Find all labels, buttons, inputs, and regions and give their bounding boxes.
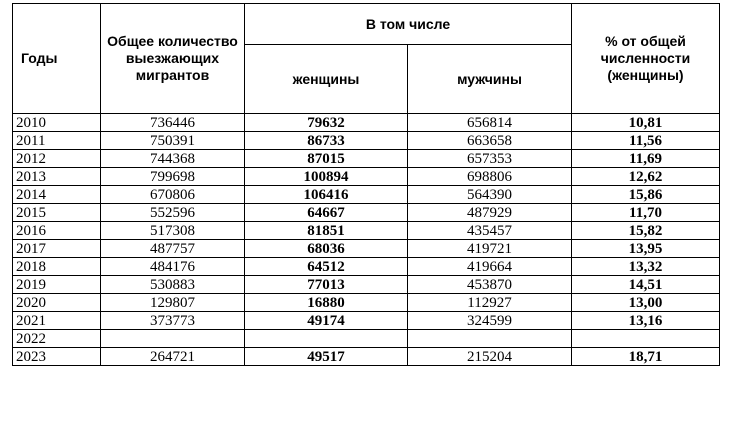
cell-men: 419721 (408, 240, 572, 258)
cell-year: 2012 (13, 150, 101, 168)
cell-men: 663658 (408, 132, 572, 150)
cell-men: 657353 (408, 150, 572, 168)
cell-men: 698806 (408, 168, 572, 186)
table-row (13, 168, 720, 186)
cell-year: 2011 (13, 132, 101, 150)
cell-men: 215204 (408, 348, 572, 366)
cell-year: 2018 (13, 258, 101, 276)
table-row (13, 312, 720, 330)
cell-men: 112927 (408, 294, 572, 312)
cell-year: 2023 (13, 348, 101, 366)
cell-total: 373773 (101, 312, 245, 330)
cell-total: 744368 (101, 150, 245, 168)
migration-table-container (12, 3, 719, 428)
cell-women-percent (572, 330, 720, 348)
cell-women-percent: 13,00 (572, 294, 720, 312)
table-header (13, 4, 720, 114)
cell-women: 79632 (245, 114, 408, 132)
cell-women: 86733 (245, 132, 408, 150)
cell-total (101, 330, 245, 348)
cell-total: 487757 (101, 240, 245, 258)
header-year: Годы (13, 4, 101, 114)
cell-men: 453870 (408, 276, 572, 294)
cell-year: 2019 (13, 276, 101, 294)
table-row (13, 240, 720, 258)
cell-men: 564390 (408, 186, 572, 204)
cell-women-percent: 15,86 (572, 186, 720, 204)
cell-men: 435457 (408, 222, 572, 240)
cell-women-percent: 14,51 (572, 276, 720, 294)
cell-total: 799698 (101, 168, 245, 186)
cell-women: 68036 (245, 240, 408, 258)
cell-women-percent: 11,69 (572, 150, 720, 168)
cell-women: 16880 (245, 294, 408, 312)
cell-women: 49174 (245, 312, 408, 330)
cell-women-percent: 12,62 (572, 168, 720, 186)
cell-women: 100894 (245, 168, 408, 186)
header-women: женщины (245, 45, 408, 114)
cell-women-percent: 13,95 (572, 240, 720, 258)
cell-total: 484176 (101, 258, 245, 276)
cell-year: 2021 (13, 312, 101, 330)
cell-men: 324599 (408, 312, 572, 330)
table-row (13, 276, 720, 294)
cell-year: 2015 (13, 204, 101, 222)
cell-total: 264721 (101, 348, 245, 366)
cell-women-percent: 15,82 (572, 222, 720, 240)
table-row (13, 204, 720, 222)
cell-women: 81851 (245, 222, 408, 240)
header-including: В том числе (245, 4, 572, 45)
cell-total: 517308 (101, 222, 245, 240)
cell-women-percent: 11,70 (572, 204, 720, 222)
table-row (13, 186, 720, 204)
cell-total: 129807 (101, 294, 245, 312)
header-men: мужчины (408, 45, 572, 114)
cell-total: 670806 (101, 186, 245, 204)
cell-year: 2013 (13, 168, 101, 186)
cell-year: 2017 (13, 240, 101, 258)
header-women-percent: % от общей численности (женщины) (572, 4, 720, 114)
table-row (13, 114, 720, 132)
cell-women: 64512 (245, 258, 408, 276)
cell-women: 64667 (245, 204, 408, 222)
cell-year: 2010 (13, 114, 101, 132)
cell-women-percent: 13,16 (572, 312, 720, 330)
cell-men: 487929 (408, 204, 572, 222)
cell-women: 87015 (245, 150, 408, 168)
cell-year: 2016 (13, 222, 101, 240)
cell-women-percent: 11,56 (572, 132, 720, 150)
cell-year: 2020 (13, 294, 101, 312)
table-row (13, 348, 720, 366)
table-row (13, 132, 720, 150)
cell-men: 419664 (408, 258, 572, 276)
cell-men (408, 330, 572, 348)
cell-women: 77013 (245, 276, 408, 294)
table-row (13, 150, 720, 168)
cell-total: 530883 (101, 276, 245, 294)
table-row (13, 294, 720, 312)
cell-total: 750391 (101, 132, 245, 150)
table-row (13, 258, 720, 276)
cell-women: 106416 (245, 186, 408, 204)
header-total-migrants: Общее количество выезжающих мигрантов (101, 4, 245, 114)
cell-women (245, 330, 408, 348)
cell-women-percent: 10,81 (572, 114, 720, 132)
cell-year: 2014 (13, 186, 101, 204)
cell-women: 49517 (245, 348, 408, 366)
table-row (13, 330, 720, 348)
cell-year: 2022 (13, 330, 101, 348)
cell-total: 552596 (101, 204, 245, 222)
migration-table (12, 3, 720, 366)
table-row (13, 222, 720, 240)
table-body (13, 114, 720, 366)
cell-women-percent: 13,32 (572, 258, 720, 276)
cell-women-percent: 18,71 (572, 348, 720, 366)
cell-men: 656814 (408, 114, 572, 132)
cell-total: 736446 (101, 114, 245, 132)
